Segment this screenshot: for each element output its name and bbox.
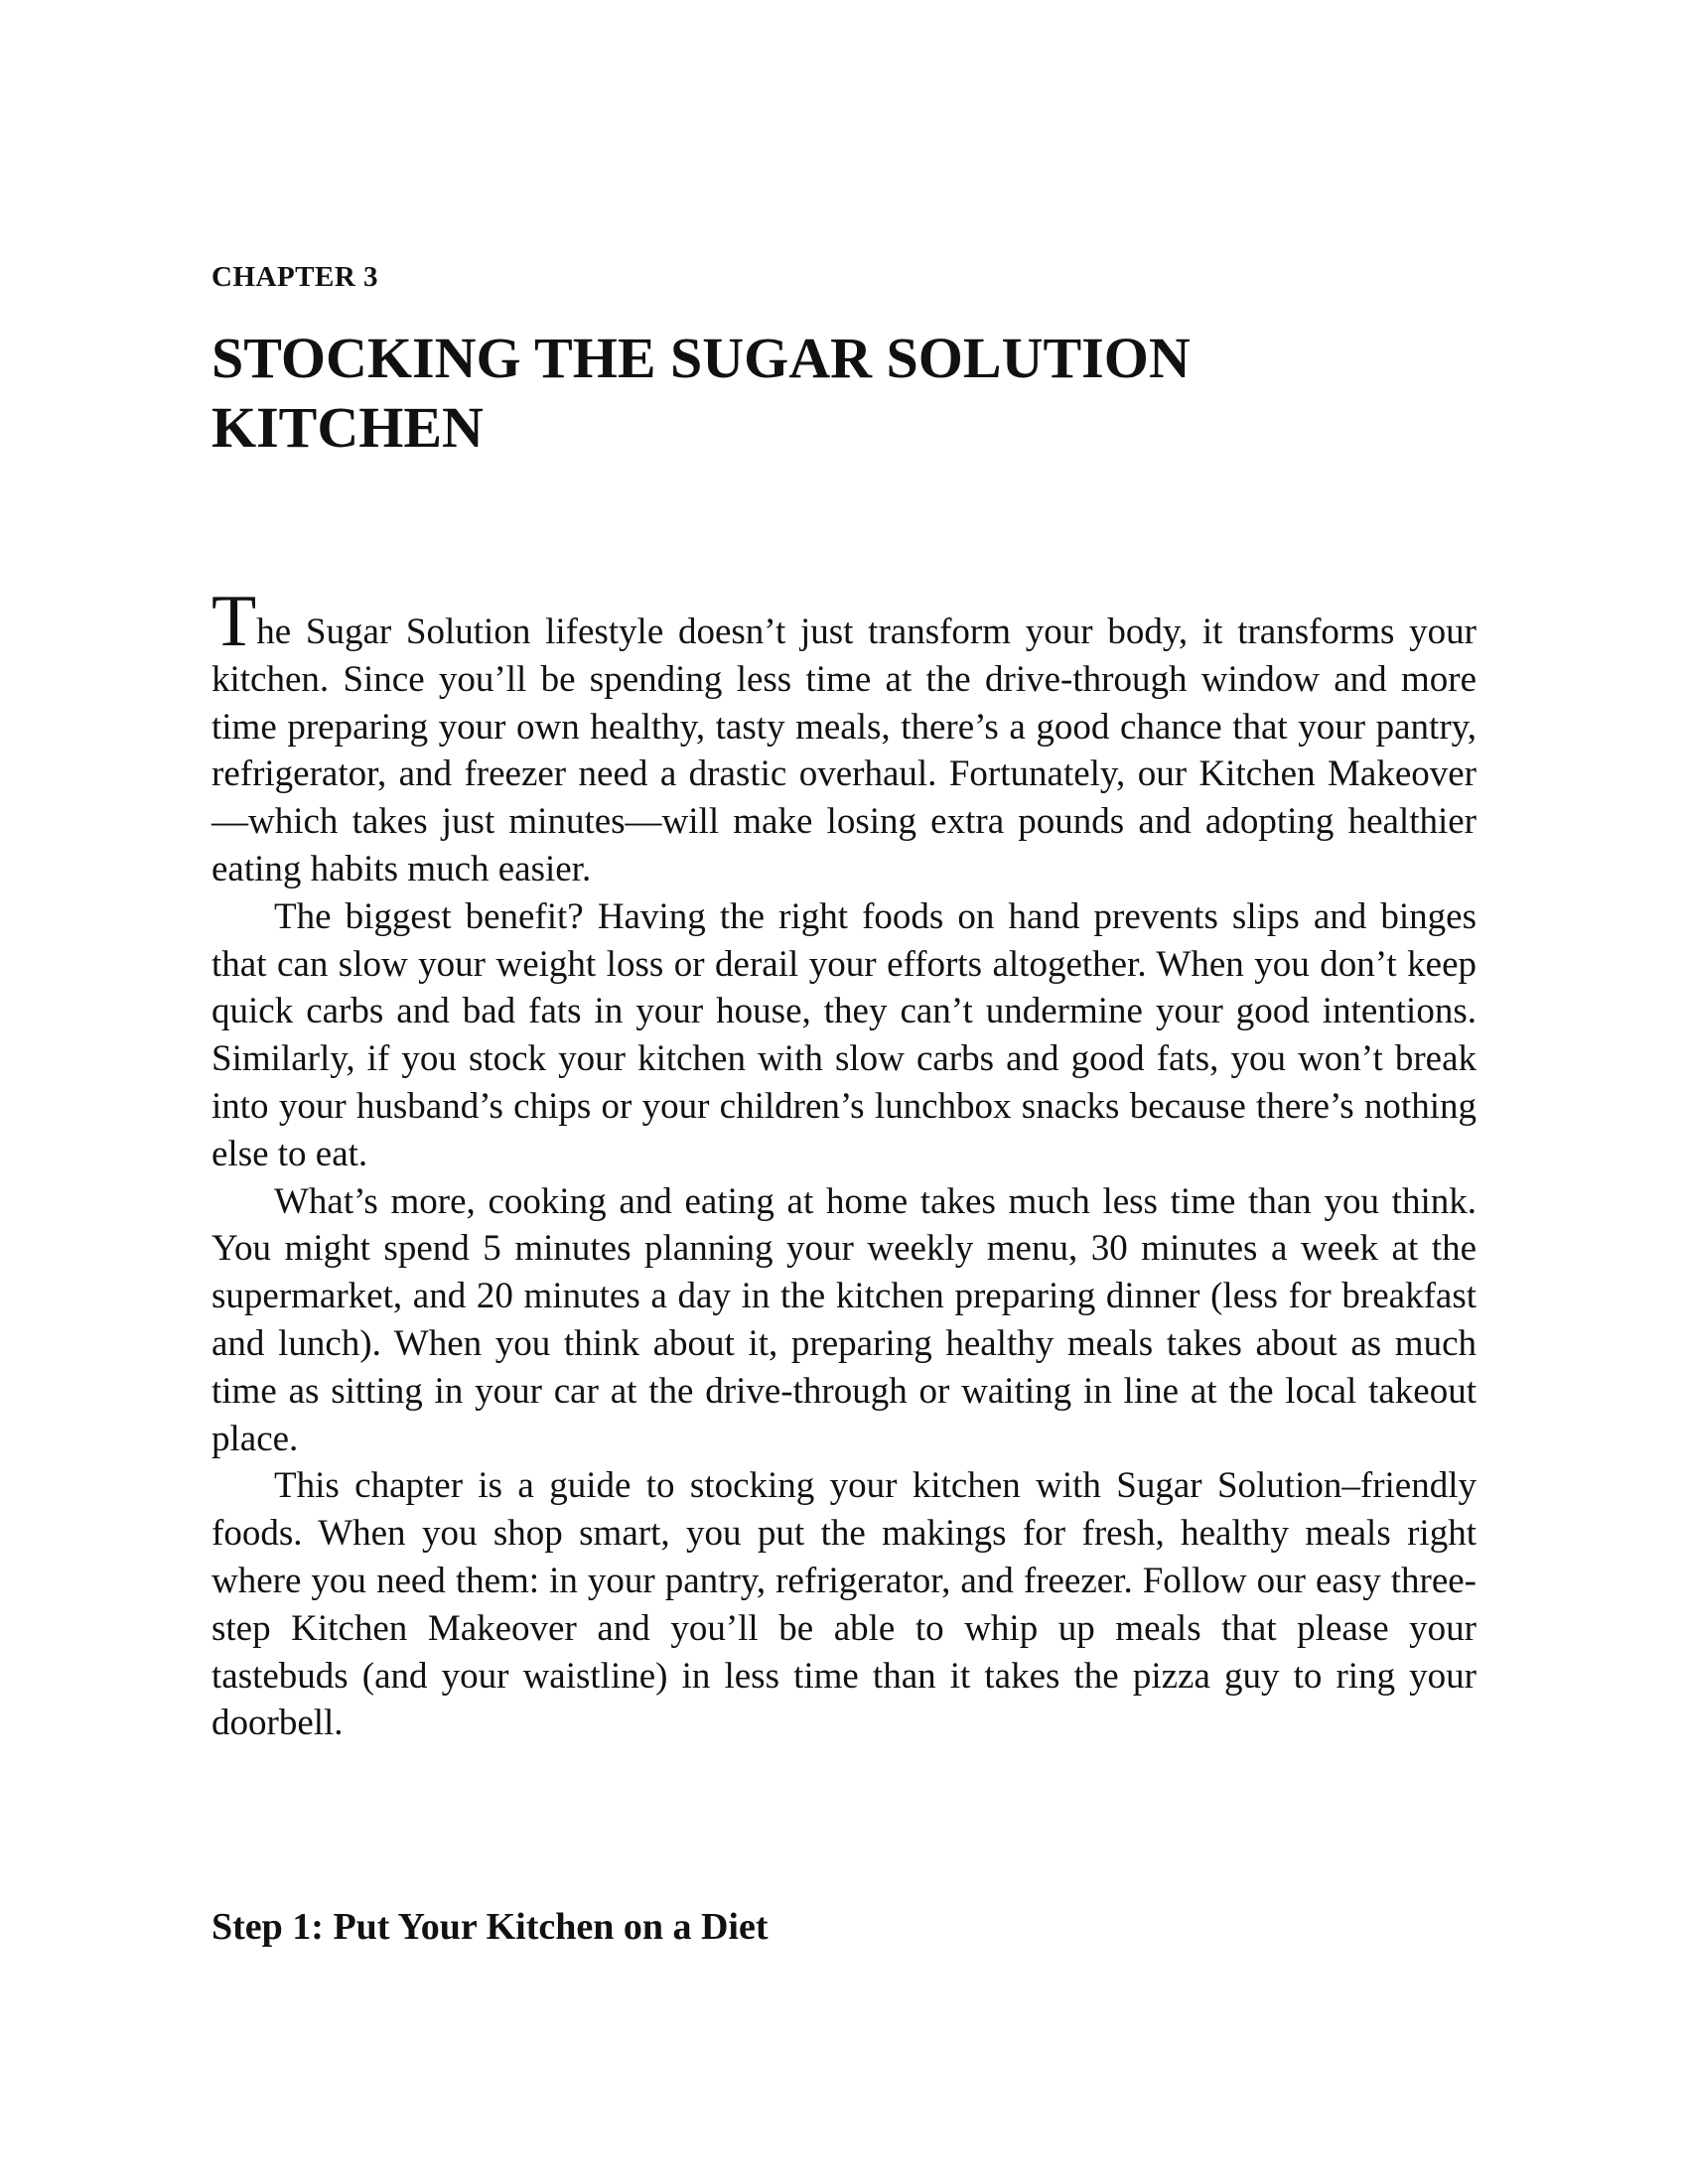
chapter-title [211,324,1502,463]
chapter-label: CHAPTER 3 [211,261,379,293]
chapter-title-line-1: STOCKING THE SUGAR SOLUTION [211,326,1191,390]
paragraph-1 [211,581,1477,893]
paragraph-3: What’s more, cooking and eating at home takes much less time than you think. You might spend 5 minutes planning your weekly menu, 30 minutes a week at the supermarket, and 20 minutes a day in the kitchen preparing dinner (less for breakfast and lunch). When you think about it, preparing healthy meals takes about as much time as sitting in your car at the drive-through or waiting in line at the local takeout place. [211,1180,1477,1459]
paragraph-2: The biggest benefit? Having the right foods on hand prevents slips and binges that can slow your weight loss or derail your efforts altogether. When you don’t keep quick carbs and bad fats in your house, they can’t undermine your good intentions. Similarly, if you stock your kitchen with slow carbs and good fats, you won’t break into your husband’s chips or your children’s lunchbox snacks because there’s nothing else to eat. [211,895,1477,1174]
paragraph-1-text: he Sugar Solution lifestyle doesn’t just transform your body, it transforms your kitchen. Since you’ll be spending less time at the drive-through window and more time preparing your own healthy, tasty meals, there’s a good chance that your pantry, refrigerator, and freezer need a drastic overhaul. Fortunately, our Kitchen Makeover—which takes just minutes—will make losing extra pounds and adopting healthier eating habits much easier. [211,612,1477,889]
body-text [211,581,1477,1747]
paragraph-4: This chapter is a guide to stocking your kitchen with Sugar Solution–friendly foods. When you shop smart, you put the makings for fresh, healthy meals right where you need them: in your pantry, refrigerator, and freezer. Follow our easy three-step Kitchen Makeover and you’ll be able to whip up meals that please your tastebuds (and your waistline) in less time than it takes the pizza guy to ring your doorbell. [211,1465,1477,1744]
drop-cap: T [211,581,257,662]
chapter-title-line-2: KITCHEN [211,395,484,460]
section-heading: Step 1: Put Your Kitchen on a Diet [211,1906,769,1948]
